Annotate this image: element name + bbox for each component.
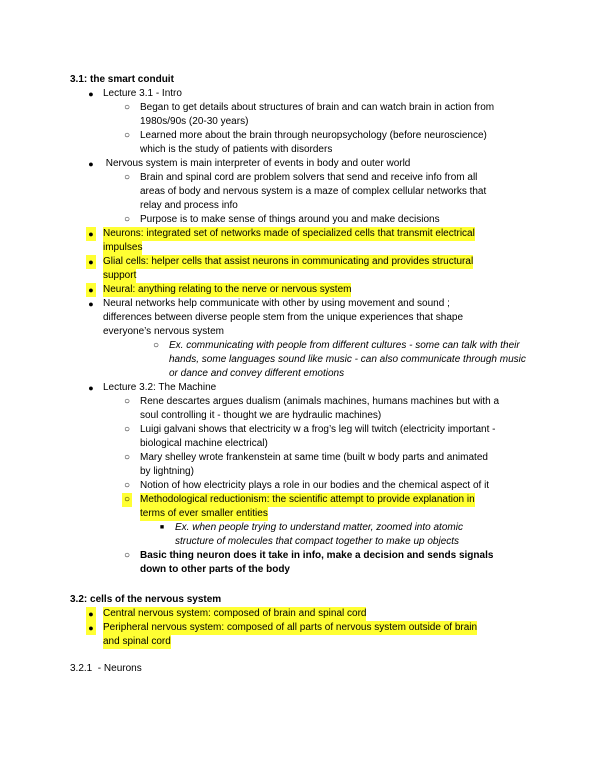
line-text: biological machine electrical) [140,438,268,449]
line-text: hands, some languages sound like music - can also communicate through music [169,354,526,365]
line-text: Methodological reductionism: the scientific attempt to provide explanation in [140,494,475,505]
bullet-circle-icon: ○ [123,424,131,435]
line-text: soul controlling it - thought we are hydraulic machines) [140,410,382,421]
line-text: support [103,270,137,281]
line-text: Mary shelley wrote frankenstein at same time (built w body parts and animated [140,452,488,463]
bullet-circle-icon: ○ [123,452,131,463]
line-text: which is the study of patients with disorders [140,144,333,155]
section-heading-text: 3.2.1 - Neurons [70,663,142,674]
line-text: Began to get details about structures of brain and can watch brain in action from [140,102,495,113]
line-text: terms of ever smaller entities [140,508,268,519]
bullet-dot-icon: ● [88,89,94,99]
line-text: impulses [103,242,143,253]
line-text: structure of molecules that compact together to make up objects [175,536,460,547]
bullet-circle-icon: ○ [123,130,131,141]
line-text: Luigi galvani shows that electricity w a frog’s leg will twitch (electricity important - [140,424,496,435]
bullet-dot-icon: ● [88,159,94,169]
line-text: everyone’s nervous system [103,326,224,337]
bullet-dot-icon: ● [86,283,96,297]
bullet-dot-icon: ● [88,383,94,393]
bullet-dot-icon: ● [86,255,96,269]
line-text: Nervous system is main interpreter of events in body and outer world [103,158,411,169]
line-text: Neural networks help communicate with other by using movement and sound ; [103,298,450,309]
line-text: Neurons: integrated set of networks made of specialized cells that transmit electrical [103,228,475,239]
line-text: Basic thing neuron does it take in info, make a decision and sends signals [140,550,494,561]
bullet-circle-icon: ○ [123,214,131,225]
line-text: Learned more about the brain through neuropsychology (before neuroscience) [140,130,487,141]
line-text: differences between diverse people stem from the unique experiences that shape [103,312,464,323]
bullet-circle-icon: ○ [123,480,131,491]
line-text: 1980s/90s (20-30 years) [140,116,249,127]
line-text: and spinal cord [103,636,171,647]
line-text: down to other parts of the body [140,564,290,575]
line-text: Brain and spinal cord are problem solvers that send and receive info from all [140,172,478,183]
bullet-square-icon: ■ [159,524,165,531]
line-text: relay and process info [140,200,238,211]
line-text: Ex. communicating with people from different cultures - some can talk with their [169,340,520,351]
bullet-circle-icon: ○ [123,396,131,407]
line-text: Rene descartes argues dualism (animals machines, humans machines but with a [140,396,500,407]
bullet-circle-icon: ○ [152,340,160,351]
line-text: Purpose is to make sense of things around you and make decisions [140,214,440,225]
line-text: Central nervous system: composed of brain and spinal cord [103,608,367,619]
line-text: Peripheral nervous system: composed of all parts of nervous system outside of brain [103,622,478,633]
line-text: Ex. when people trying to understand matter, zoomed into atomic [175,522,463,533]
bullet-dot-icon: ● [86,621,96,635]
bullet-circle-icon: ○ [123,550,131,561]
line-text: Neural: anything relating to the nerve or nervous system [103,284,352,295]
line-text: Lecture 3.2: The Machine [103,382,217,393]
line-text: Notion of how electricity plays a role in our bodies and the chemical aspect of it [140,480,490,491]
section-heading-text: 3.1: the smart conduit [70,74,174,85]
bullet-dot-icon: ● [88,299,94,309]
line-text: areas of body and nervous system is a maze of complex cellular networks that [140,186,487,197]
line-text: by lightning) [140,466,194,477]
line-text: Glial cells: helper cells that assist neurons in communicating and provides structural [103,256,474,267]
bullet-dot-icon: ● [86,607,96,621]
bullet-circle-icon: ○ [123,102,131,113]
line-text: or dance and convey different emotions [169,368,345,379]
bullet-circle-icon: ○ [123,494,131,505]
line-text: Lecture 3.1 - Intro [103,88,182,99]
bullet-circle-icon: ○ [123,172,131,183]
bullet-dot-icon: ● [86,227,96,241]
section-heading-text: 3.2: cells of the nervous system [70,594,222,605]
